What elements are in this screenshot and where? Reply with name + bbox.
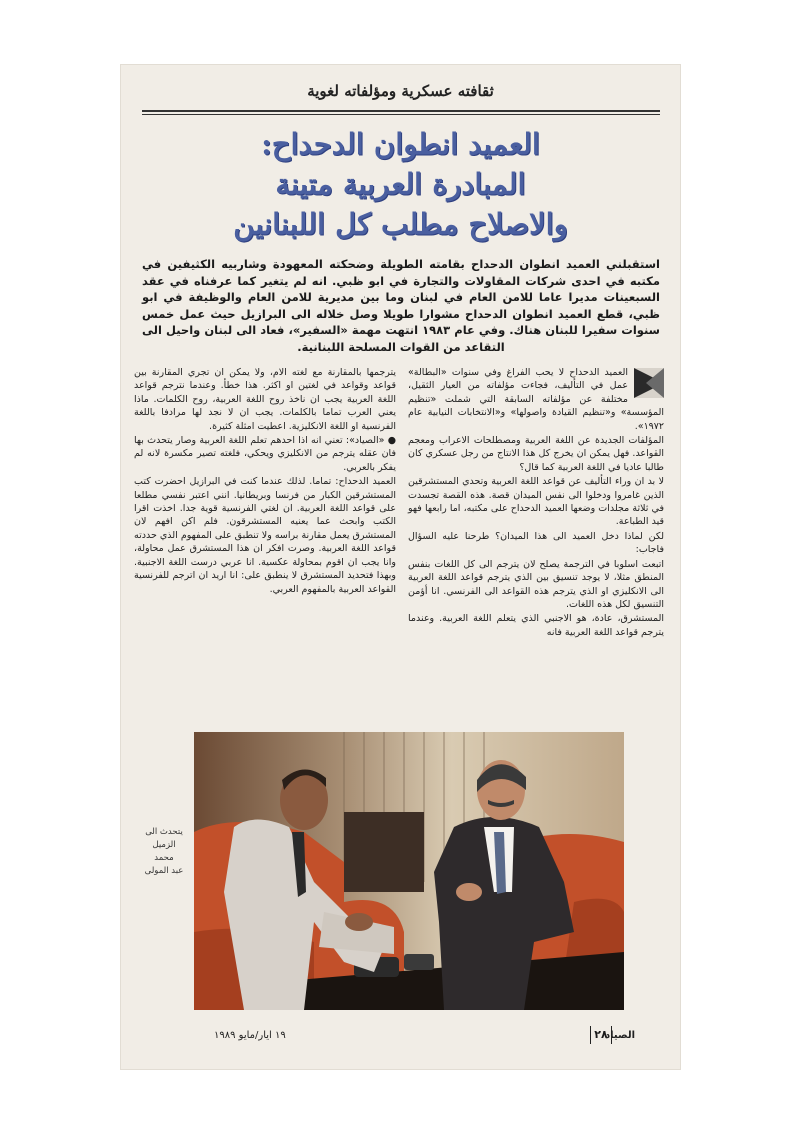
- paragraph: لكن لماذا دخل العميد الى هذا الميدان؟ طرحنا عليه السؤال فاجاب:: [408, 530, 664, 556]
- magazine-page: [120, 64, 681, 1070]
- paragraph: اتبعت اسلوبا في الترجمة يصلح لان يترجم الى كل اللغات بنفس المنطق مثلا، لا يوجد تنسيق بين الذي يترجم قواعد اللغة العربية الى الانكليزي او الذي يترجم هذه القواعد الى الفرنسي. انا أؤمن التنسيق لكل هذه اللغات.: [408, 558, 664, 610]
- paragraph: العميد الدحداح لا يحب الفراغ وفي سنوات «البطالة» عمل في التأليف، فجاءت مؤلفاته من العيار الثقيل، مختلفة عن مؤلفاته السابقة التي شملت «تنظيم المؤسسة» و«تنظيم القيادة واصولها» و«الانتخابات النيابية عام ١٩٧٢».: [408, 367, 664, 432]
- page-number: ٢٨: [590, 1026, 612, 1044]
- right-column: [408, 366, 664, 640]
- kicker-rule: [142, 110, 660, 112]
- issue-date: ١٩ ايار/مايو ١٩٨٩: [214, 1030, 286, 1041]
- article-headline: [130, 124, 671, 244]
- caption-line: محمد: [154, 853, 174, 863]
- article-lead: استقبلني العميد انطوان الدحداح بقامته الطويلة وضحكته المعهودة وشاربيه الكثيفين في مكتبه في احدى شركات المقاولات والتجارة في ابو ظبي. انه لم يتغير كما عرفناه في عقد السبعينات مديرا عاما للامن العام في لبنان وما بين مديرية للامن العام والوظيفة في ابو ظبي، قطع العميد انطوان الدحداح مشوارا طويلا وصل خلاله الى البرازيل حيث عمل خمس سنوات سفيرا للبنان هناك. وفي عام ١٩٨٣ انتهت مهمة «السفير»، فعاد الى لبنان واحيل الى التقاعد من القوات المسلحة اللبنانية.: [142, 257, 660, 354]
- interview-photo: [194, 732, 624, 1010]
- photo-caption: [140, 826, 188, 878]
- caption-line: يتحدث الى: [145, 827, 183, 837]
- interview-photo-illustration: [194, 732, 624, 1010]
- headline-line-1: العميد انطوان الدحداح:: [261, 127, 540, 161]
- article-kicker: ثقافته عسكرية ومؤلفاته لغوية: [307, 82, 494, 100]
- paragraph: المستشرق، عادة، هو الاجنبي الذي يتعلم اللغة العربية. وعندما يترجم قواعد اللغة العربية فانه: [408, 613, 664, 638]
- caption-line: عبد المولى: [144, 866, 184, 876]
- kicker-rule-thin: [142, 114, 660, 115]
- headline-line-2: المبادرة العربية متينة: [275, 167, 526, 201]
- left-column: [134, 366, 396, 597]
- paragraph: المؤلفات الجديدة عن اللغة العربية ومصطلحات الاعراب ومعجم القواعد. فهل يمكن ان يخرج كل هذا الانتاج من رجل عسكري كان طالبا عاديا في اللغة العربية كما قال؟: [408, 435, 664, 473]
- caption-line: الزميل: [152, 840, 176, 850]
- paragraph: لا بد ان وراء التأليف عن قواعد اللغة العربية وتحدي المستشرقين الذين غامروا ودخلوا الى نفس الميدان قصة. هذه القصة تجسدت في ثلاثة مجلدات وضعها العميد الدحداح على مكتبه، اما رابعها فهو قيد الطباعة.: [408, 476, 664, 528]
- magazine-name: الصياد: [605, 1030, 636, 1041]
- paragraph: ● «الصياد»: تعني انه اذا احدهم تعلم اللغة العربية وصار يتحدث بها فان عقله يترجم من الانكليزي ويحكي، فلغته تصير مكسرة لانه لم يفكر بالعربي.: [134, 435, 396, 473]
- headline-line-3: والاصلاح مطلب كل اللبنانين: [233, 207, 568, 241]
- paragraph: يترجمها بالمقارنة مع لغته الام، ولا يمكن ان تجري المقارنة بين قواعد وقواعد في لغتين او اكثر. هذا خطأ. وعندما نترجم قواعد اللغة العربية يجب ان ناخذ روح اللغة العربية، روح الكلمات. ماذا يعني العرب تماما بالكلمات. يجب ان لا نجد لها مرادفا باللغة الفرنسية او اللغة الانكليزية. اعطيت امثلة كثيرة.: [134, 367, 396, 432]
- magazine-logo-icon: [634, 368, 664, 398]
- paragraph: العميد الدحداح: تماما. لذلك عندما كنت في البرازيل احضرت كتب المستشرقين الكبار من فرنسا وبريطانيا. انني اعتبر نفسي مطلعا على قواعد اللغة العربية. ان لغتي الفرنسية قوية جدا. اخذت اقرا الكتب وابحث عما يعنيه المستشرقون. فلم اكن افهم لان المستشرق يعمل مقارنة براسه ولا تنطبق على المفهوم الذي حددته قواعد اللغة العربية. وصرت افكر ان هذا المستشرق عمل محاولة، وانا يجب ان اقوم بمحاولة عكسية. انا عربي درست اللغة الاجنبية. وبهذا فتحديد المستشرق لا ينطبق على: انا اريد ان اترجم للفرنسية القواعد العربية بالمفهوم العربي.: [134, 476, 396, 595]
